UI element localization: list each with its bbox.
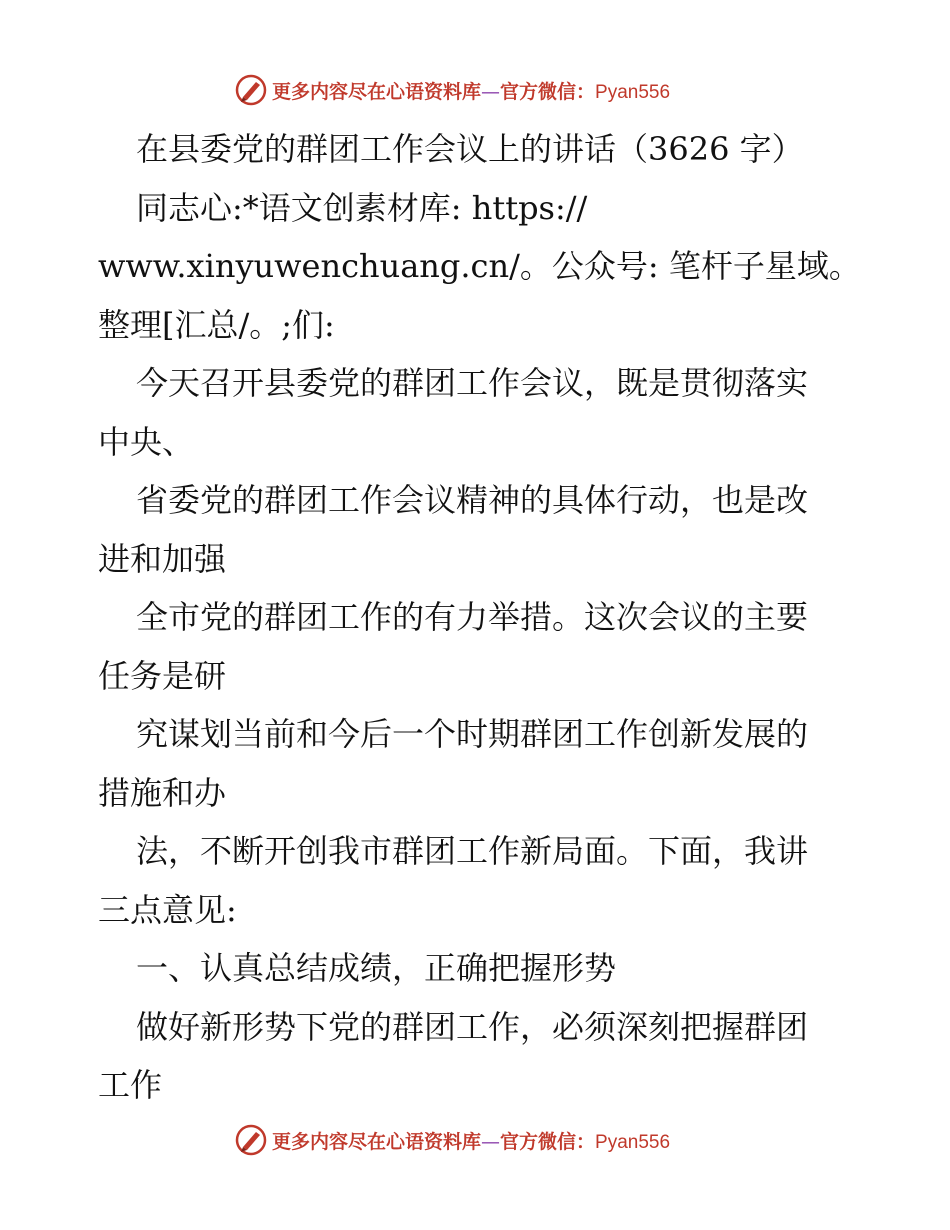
document-body [98,120,861,1115]
banner-main-text: 更多内容尽在心语资料库 [272,1130,482,1153]
text-line: 做好新形势下党的群团工作，必须深刻把握群团 [136,1007,809,1046]
banner-wechat-id: Pyan556 [595,81,671,103]
text-line: www.xinyuwenchuang.cn/。公众号: 笔杆子星域。 [98,247,861,285]
text-line: 整理[汇总/。;们: [98,305,335,344]
text-line: 工作 [98,1066,163,1104]
text-line: 今天召开县委党的群团工作会议，既是贯彻落实 [136,364,809,402]
text-line: 省委党的群团工作会议精神的具体行动，也是改 [136,481,809,519]
banner-official-label: 官方微信： [500,80,596,103]
banner-main-text: 更多内容尽在心语资料库 [272,80,482,103]
banner-text [272,1127,670,1154]
banner-separator: — [481,80,501,103]
footer-banner [234,1120,670,1160]
text-line: 措施和办 [98,773,227,812]
pen-logo-icon [234,1123,268,1157]
text-line: 全市党的群团工作的有力举措。这次会议的主要 [136,598,809,636]
banner-official-label: 官方微信： [500,1130,596,1153]
text-line: 同志心:*语文创素材库: https:// [136,188,588,227]
banner-text [272,77,670,104]
text-line: 中央、 [98,422,195,461]
text-line: 任务是研 [98,656,227,695]
text-line: 在县委党的群团工作会议上的讲话（3626 字） [136,130,804,168]
banner-wechat-id: Pyan556 [595,1131,671,1153]
header-banner [234,70,670,110]
text-line: 三点意见: [98,890,237,929]
text-line: 进和加强 [98,539,227,578]
banner-separator: — [481,1130,501,1153]
text-line: 究谋划当前和今后一个时期群团工作创新发展的 [136,715,809,753]
text-line: 法，不断开创我市群团工作新局面。下面，我讲 [136,832,809,870]
text-line: 一、认真总结成绩，正确把握形势 [136,949,617,987]
pen-logo-icon [234,73,268,107]
